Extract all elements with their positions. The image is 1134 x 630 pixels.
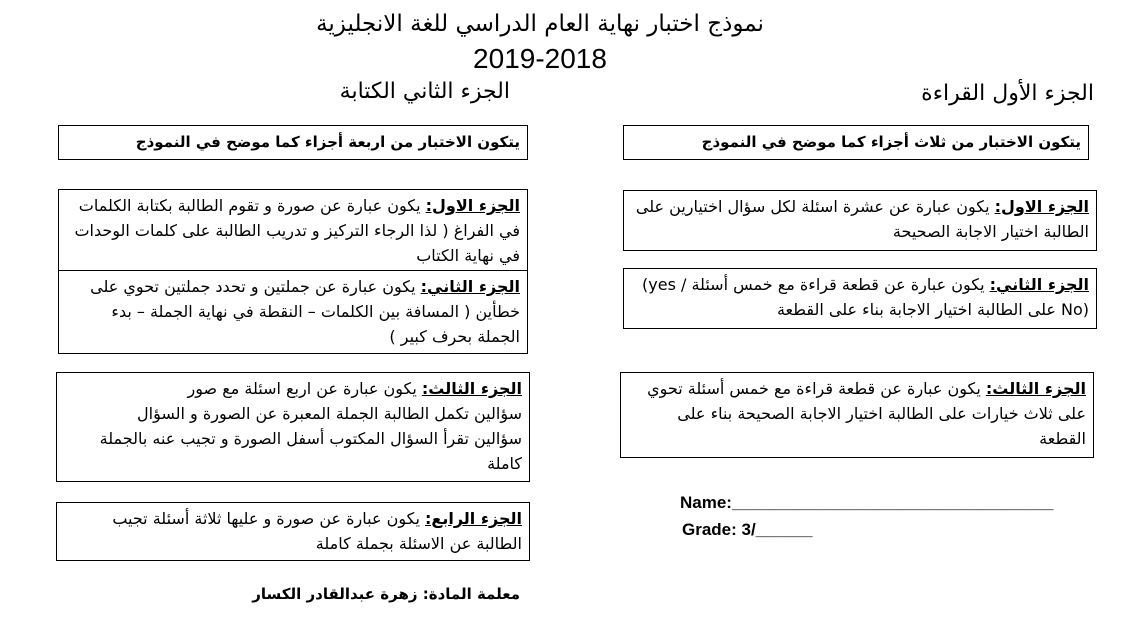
reading-intro-box xyxy=(623,125,1089,160)
writing-part-3 xyxy=(56,372,530,482)
reading-part-2-text-after: على الطالبة اختيار الاجابة بناء على القطعة xyxy=(776,300,1061,319)
writing-part-1-text: يكون عبارة عن صورة و تقوم الطالبة بكتابة الكلمات في الفراغ ( لذا الرجاء التركيز و تدريب الطالبة على كلمات الوحدات في نهاية الكتاب xyxy=(74,196,520,265)
writing-part-3-line2: سؤالين تكمل الطالبة الجملة المعبرة عن الصورة و السؤال xyxy=(137,404,522,423)
reading-part-2-choice: (yes / No) xyxy=(642,275,1089,319)
writing-heading: الجزء الثاني الكتابة xyxy=(339,79,510,104)
writing-part-1-label: الجزء الاول: xyxy=(425,196,520,215)
reading-part-2 xyxy=(623,268,1097,329)
writing-part-4 xyxy=(56,502,530,561)
reading-part-3-text: يكون عبارة عن قطعة قراءة مع خمس أسئلة تحوي على ثلاث خيارات على الطالبة اختيار الاجابة الصحيحة بناء على القطعة xyxy=(647,379,1086,448)
writing-part-1 xyxy=(58,189,528,272)
writing-part-2-text: يكون عبارة عن جملتين و تحدد جملتين تحوي على خطأين ( المسافة بين الكلمات – النقطة في نهاية الجملة – بدء الجملة بحرف كبير ) xyxy=(90,277,520,346)
teacher-name: معلمة المادة: زهرة عبدالقادر الكسار xyxy=(252,585,520,603)
school-year: 2019-2018 xyxy=(473,43,607,74)
writing-part-2-label: الجزء الثاني: xyxy=(420,277,520,296)
writing-intro: يتكون الاختبار من اربعة أجزاء كما موضح في النموذج xyxy=(135,133,520,151)
page-title: نموذج اختبار نهاية العام الدراسي للغة الانجليزية xyxy=(316,11,764,37)
writing-part-2 xyxy=(58,270,528,354)
writing-part-3-text: يكون عبارة عن اربع اسئلة مع صور xyxy=(187,379,422,398)
writing-part-3-label: الجزء الثالث: xyxy=(421,379,522,398)
writing-intro-box xyxy=(58,125,528,160)
reading-part-2-label: الجزء الثاني: xyxy=(989,275,1089,294)
reading-part-2-text: يكون عبارة عن قطعة قراءة مع خمس أسئلة xyxy=(686,275,990,294)
reading-part-1 xyxy=(623,190,1097,251)
writing-part-4-text: يكون عبارة عن صورة و عليها ثلاثة أسئلة تجيب الطالبة عن الاسئلة بجملة كاملة xyxy=(112,509,522,553)
reading-part-1-label: الجزء الاول: xyxy=(994,197,1089,216)
writing-part-3-line3: سؤالين تقرأ السؤال المكتوب أسفل الصورة و تجيب عنه بالجملة كاملة xyxy=(99,429,522,473)
student-grade-field: Grade: 3/______ xyxy=(682,520,813,539)
writing-part-4-label: الجزء الرابع: xyxy=(425,509,522,528)
reading-intro: يتكون الاختبار من ثلاث أجزاء كما موضح في النموذج xyxy=(701,133,1081,151)
reading-part-3-label: الجزء الثالث: xyxy=(985,379,1086,398)
reading-part-1-text: يكون عبارة عن عشرة اسئلة لكل سؤال اختيارين على الطالبة اختيار الاجابة الصحيحة xyxy=(635,197,1089,241)
student-name-field: Name:__________________________________ xyxy=(680,493,1054,512)
reading-part-3 xyxy=(620,372,1094,458)
reading-heading: الجزء الأول القراءة xyxy=(921,81,1094,106)
